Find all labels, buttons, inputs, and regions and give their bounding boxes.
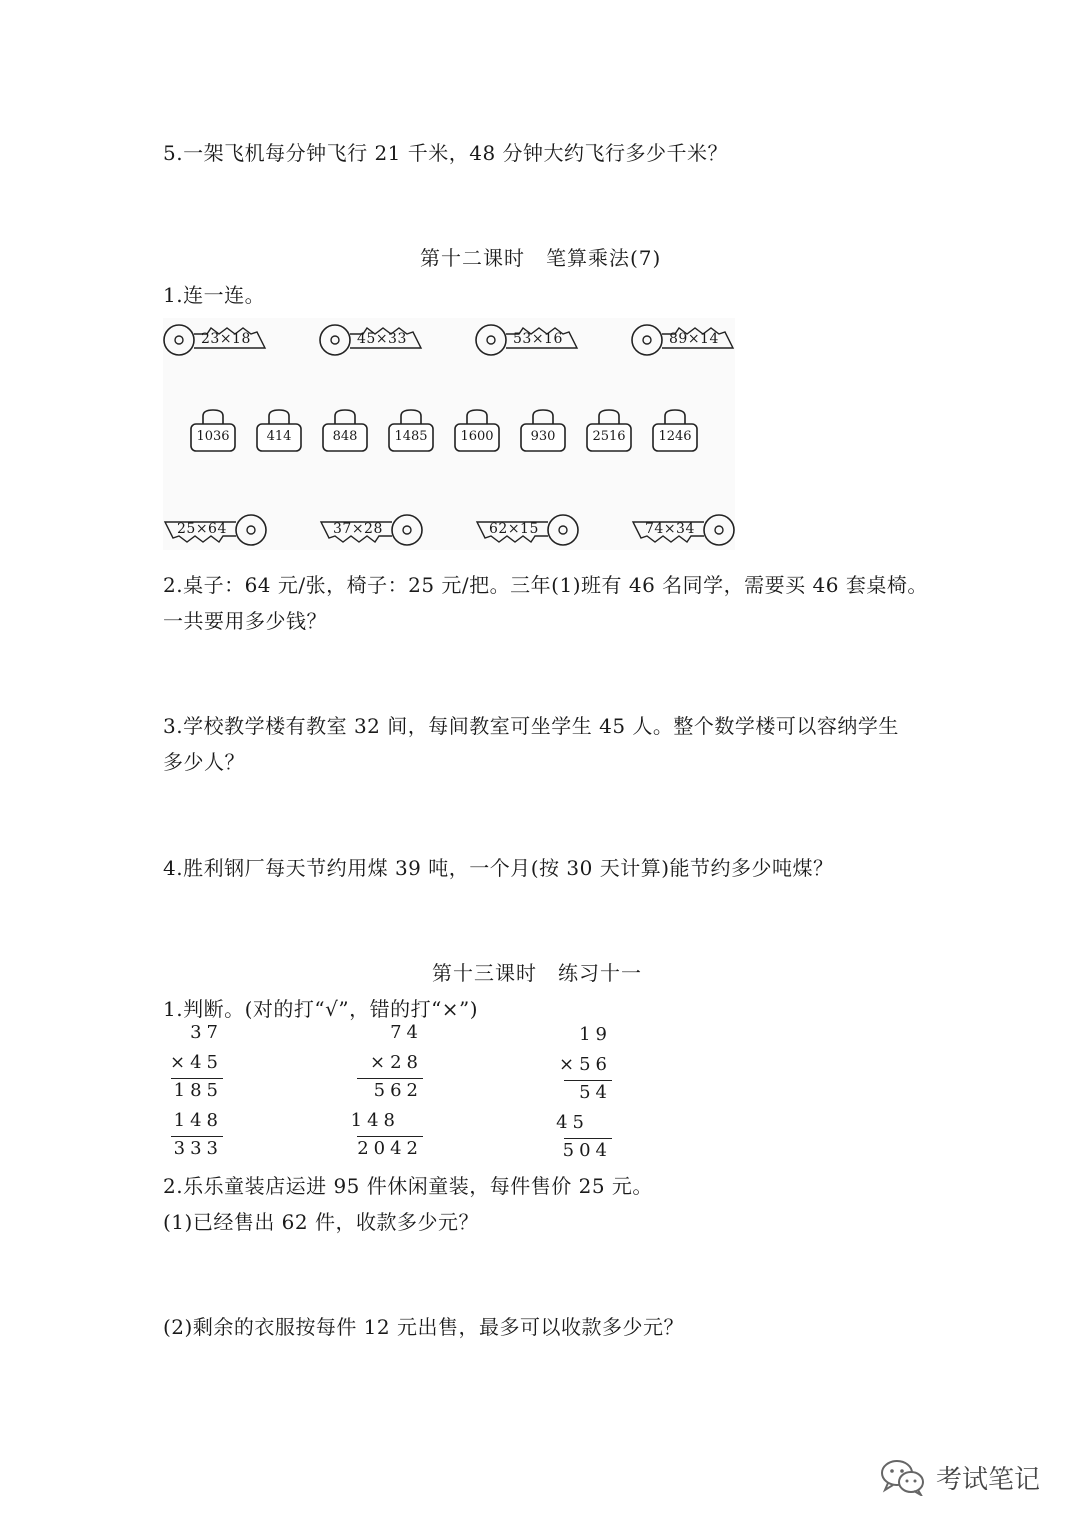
- divider-line: [357, 1136, 423, 1137]
- lock-label: 930: [530, 429, 556, 444]
- lock-label: 1600: [460, 429, 494, 444]
- key-top-4[interactable]: [631, 322, 735, 358]
- key-label: 62×15: [489, 521, 539, 537]
- lock-label: 1246: [658, 429, 692, 444]
- lesson-12-q4: 4.胜利钢厂每天节约用煤 39 吨，一个月(按 30 天计算)能节约多少吨煤？: [163, 856, 834, 880]
- lesson-12-q2-line1: 2.桌子：64 元/张，椅子：25 元/把。三年(1)班有 46 名同学，需要买 46 套桌椅。: [163, 573, 928, 597]
- multiplicand: 37: [190, 1022, 223, 1043]
- lock-label: 2516: [592, 429, 626, 444]
- key-label: 89×14: [669, 331, 719, 347]
- lock-label: 414: [266, 429, 292, 444]
- lesson-12-q1: 1.连一连。: [163, 283, 266, 307]
- lock-7[interactable]: [586, 408, 632, 452]
- key-bottom-4[interactable]: [631, 512, 735, 548]
- multiplicand: 74: [390, 1022, 423, 1043]
- lock-5[interactable]: [454, 408, 500, 452]
- multiplier: ×28: [370, 1052, 423, 1073]
- divider-line: [564, 1080, 612, 1081]
- partial-product-2: 45: [556, 1112, 589, 1133]
- divider-line: [564, 1138, 612, 1139]
- lock-2[interactable]: [256, 408, 302, 452]
- watermark-text: 考试笔记: [935, 1464, 1040, 1495]
- lesson-13-q1: 1.判断。(对的打“√”，错的打“×”): [163, 997, 479, 1021]
- key-label: 45×33: [357, 331, 407, 347]
- result: 504: [562, 1140, 612, 1161]
- vertical-calc-2: [350, 1022, 433, 1167]
- result: 333: [173, 1138, 223, 1159]
- key-label: 53×16: [513, 331, 563, 347]
- key-label: 37×28: [333, 521, 383, 537]
- key-top-3[interactable]: [475, 322, 579, 358]
- lock-1[interactable]: [190, 408, 236, 452]
- multiplicand: 19: [579, 1024, 612, 1045]
- key-label: 23×18: [201, 331, 251, 347]
- multiplier: ×56: [559, 1054, 612, 1075]
- multiplier: ×45: [170, 1052, 223, 1073]
- lesson-13-q2: 2.乐乐童装店运进 95 件休闲童装，每件售价 25 元。: [163, 1174, 653, 1198]
- key-bottom-2[interactable]: [319, 512, 423, 548]
- lesson-13-title: 第十三课时 练习十一: [432, 961, 642, 985]
- key-lock-matching-puzzle: [163, 318, 735, 550]
- watermark: [880, 1458, 1040, 1496]
- lesson-12-q3-line1: 3.学校教学楼有教室 32 间，每间教室可坐学生 45 人。整个数学楼可以容纳学生: [163, 714, 899, 738]
- result: 2042: [357, 1138, 423, 1159]
- lesson-12-title: 第十二课时 笔算乘法(7): [420, 246, 662, 270]
- divider-line: [171, 1078, 223, 1079]
- lock-4[interactable]: [388, 408, 434, 452]
- lesson-13-q2-part2: (2)剩余的衣服按每件 12 元出售，最多可以收款多少元？: [163, 1315, 684, 1339]
- lock-label: 1036: [196, 429, 230, 444]
- key-label: 25×64: [177, 521, 227, 537]
- lock-6[interactable]: [520, 408, 566, 452]
- partial-product-1: 562: [373, 1080, 423, 1101]
- question-5: 5.一架飞机每分钟飞行 21 千米，48 分钟大约飞行多少千米？: [163, 141, 729, 165]
- partial-product-2: 148: [350, 1110, 400, 1131]
- lesson-13-q2-part1: (1)已经售出 62 件，收款多少元？: [163, 1210, 479, 1234]
- key-label: 74×34: [645, 521, 695, 537]
- lock-label: 1485: [394, 429, 428, 444]
- vertical-calc-1: [163, 1022, 233, 1167]
- key-bottom-1[interactable]: [163, 512, 267, 548]
- lock-3[interactable]: [322, 408, 368, 452]
- divider-line: [171, 1136, 223, 1137]
- lesson-12-q3-line2: 多少人？: [163, 750, 245, 774]
- vertical-calc-3: [556, 1024, 622, 1169]
- key-top-2[interactable]: [319, 322, 423, 358]
- wechat-icon: [880, 1458, 926, 1496]
- lock-label: 848: [332, 429, 358, 444]
- partial-product-1: 54: [579, 1082, 612, 1103]
- partial-product-2: 148: [173, 1110, 223, 1131]
- divider-line: [357, 1078, 423, 1079]
- key-top-1[interactable]: [163, 322, 267, 358]
- partial-product-1: 185: [173, 1080, 223, 1101]
- lesson-12-q2-line2: 一共要用多少钱？: [163, 609, 327, 633]
- lock-8[interactable]: [652, 408, 698, 452]
- key-bottom-3[interactable]: [475, 512, 579, 548]
